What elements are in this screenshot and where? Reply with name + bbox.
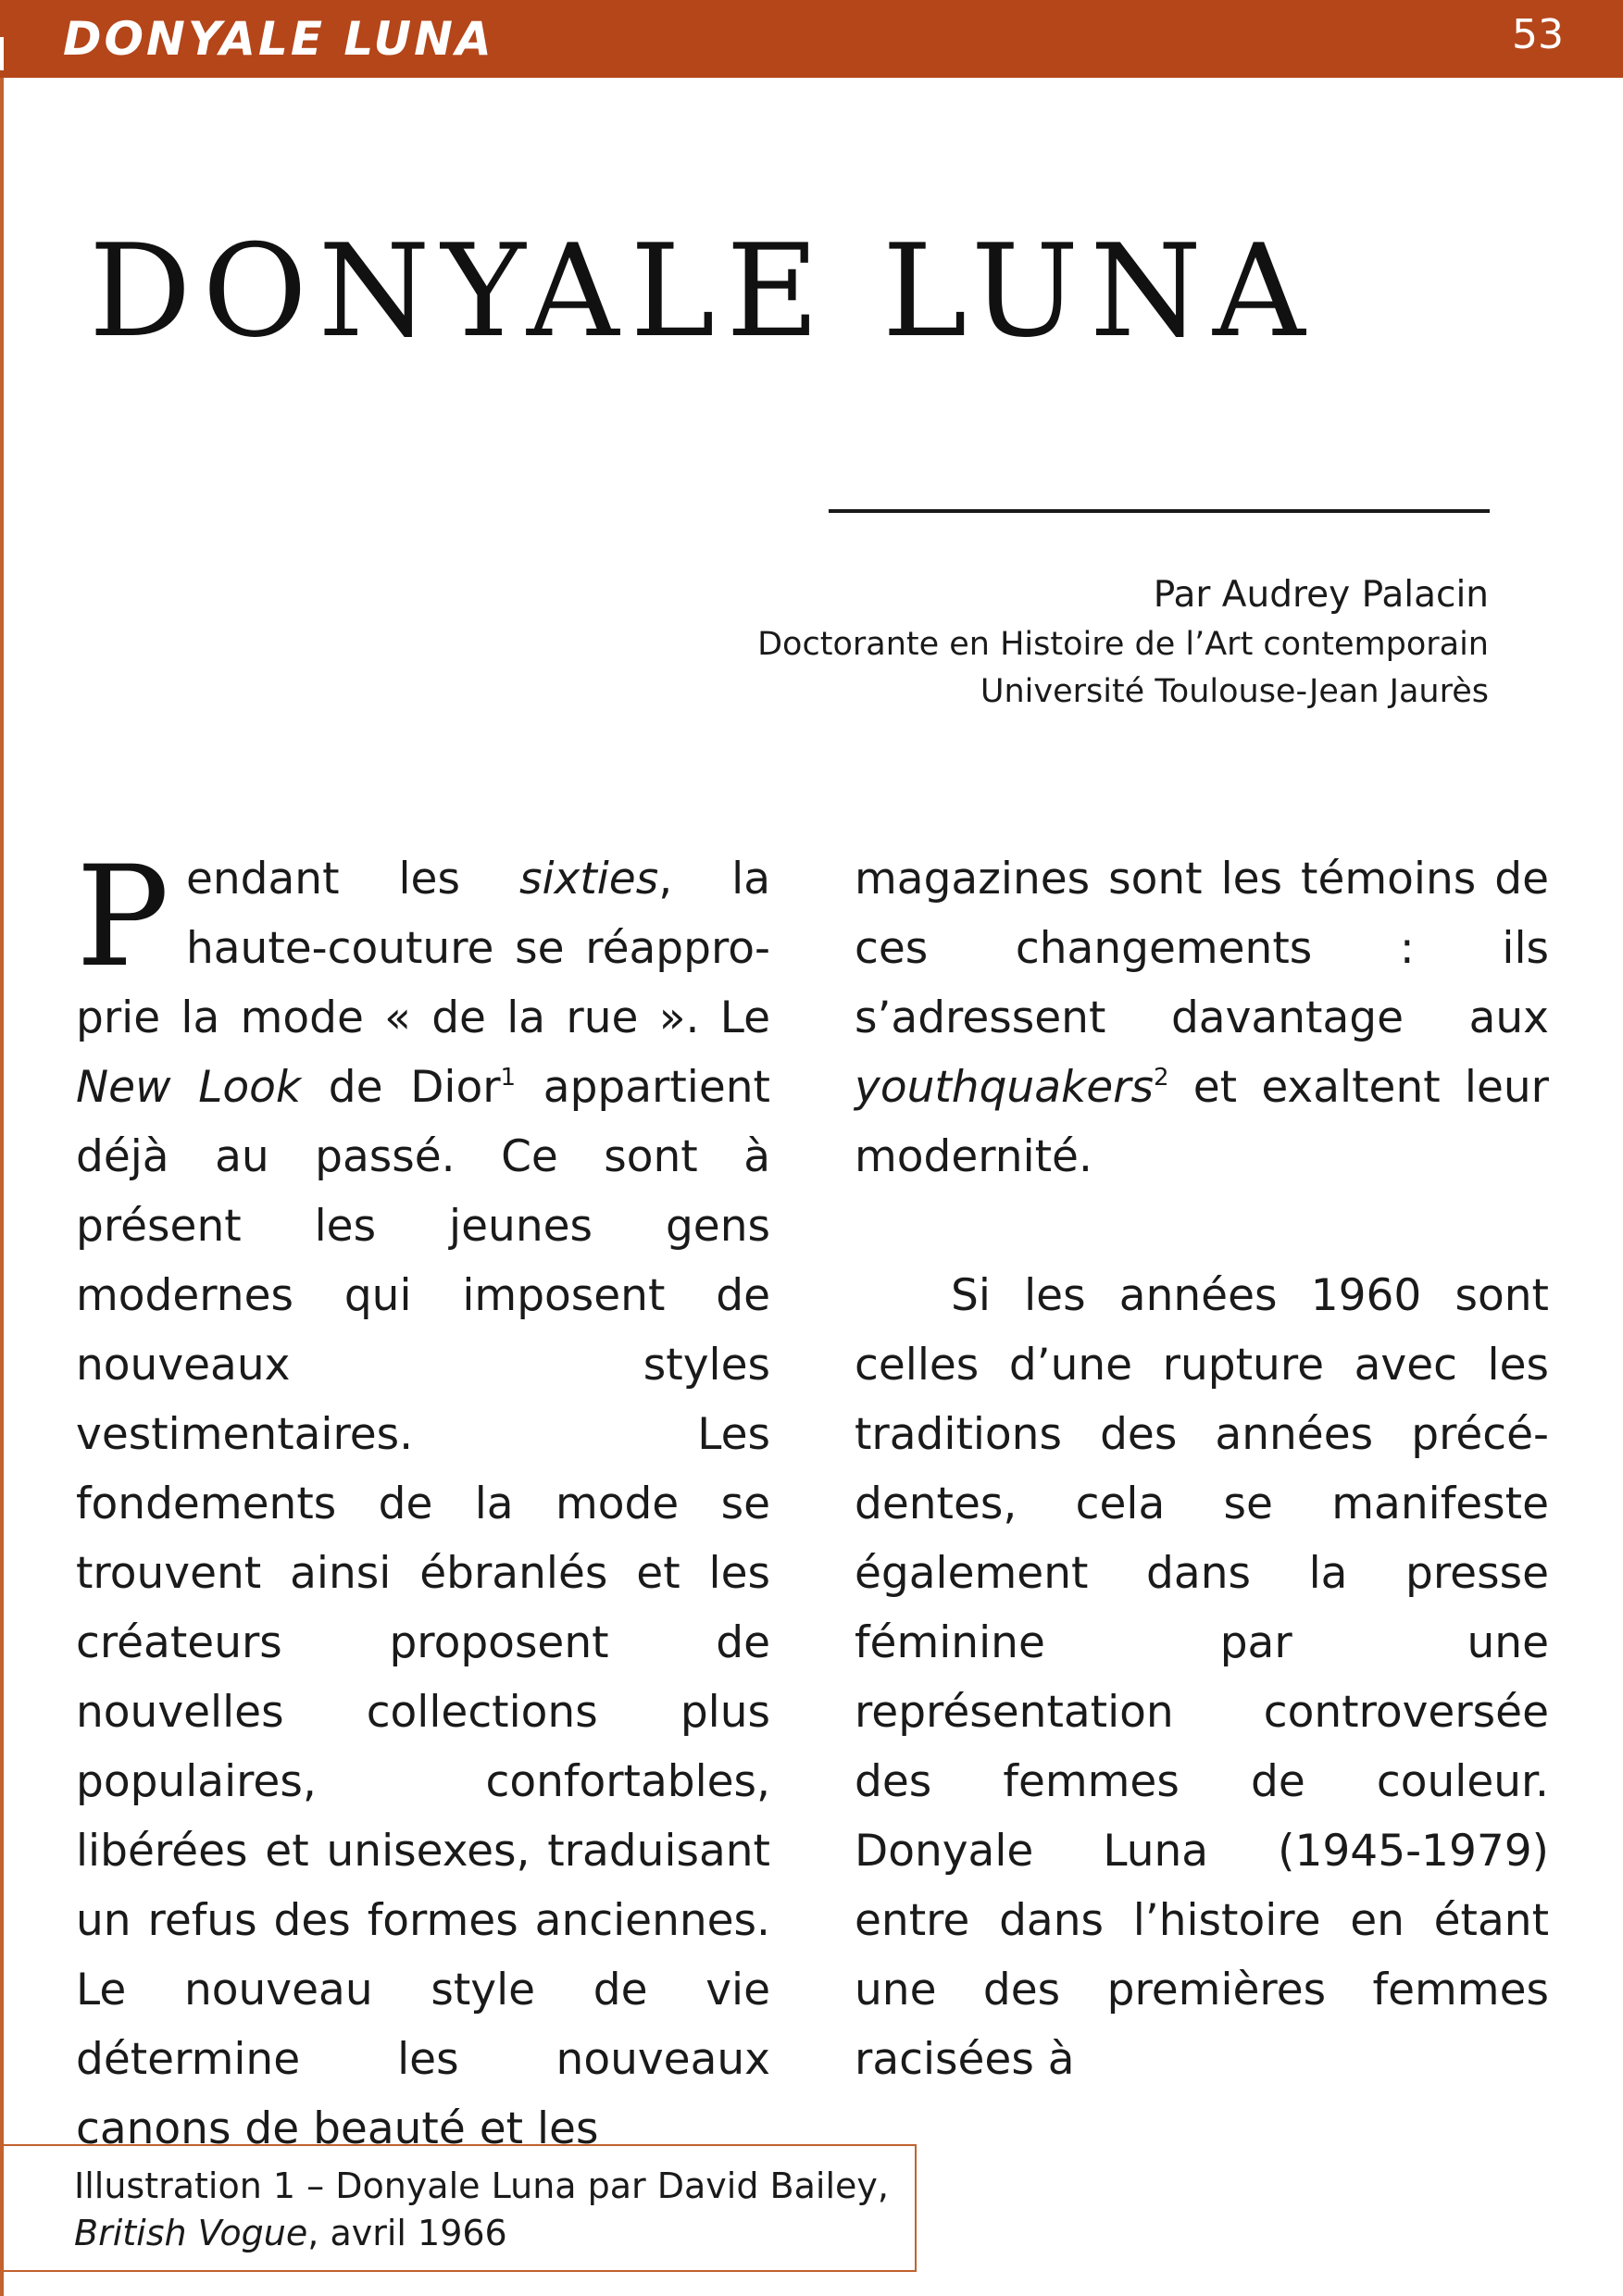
title-divider bbox=[829, 509, 1490, 513]
running-title: DONYALE LUNA bbox=[63, 12, 494, 66]
body-paragraph bbox=[855, 844, 1549, 1192]
footnote-ref[interactable]: 2 bbox=[1153, 1064, 1169, 1092]
body-italic: sixties bbox=[518, 854, 659, 905]
body-text: appartient déjà au passé. Ce sont à présent les jeunes gens modernes qui imposent de nouveaux styles vestimentaires. Les fondements de la mode se trouvent ainsi ébranlés et les créateurs proposent de nouvelles collections plus populaires, confortables, libérées et unisexes, traduisant un refus des formes anciennes. Le nouveau style de vie détermine les nouveaux canons de beauté et les bbox=[76, 1062, 770, 2154]
page-number: 53 bbox=[1512, 11, 1564, 58]
header-tick bbox=[0, 37, 4, 70]
body-column-left bbox=[76, 837, 770, 2164]
byline-role: Doctorante en Histoire de l’Art contemporain bbox=[757, 626, 1489, 663]
caption-italic: British Vogue bbox=[74, 2213, 308, 2253]
body-paragraph bbox=[76, 837, 770, 2164]
byline-institution: Université Toulouse-Jean Jaurès bbox=[980, 673, 1489, 710]
figure-caption bbox=[74, 2163, 889, 2257]
body-text: , la haute-couture se réapproprie la mode « de la rue ». Le bbox=[76, 854, 770, 1043]
caption-line-2 bbox=[74, 2210, 889, 2257]
footnote-ref[interactable]: 1 bbox=[500, 1064, 517, 1092]
byline-author: Par Audrey Palacin bbox=[1153, 574, 1489, 616]
body-column-right bbox=[855, 844, 1549, 2094]
article-title: DONYALE LUNA bbox=[89, 217, 1317, 366]
body-italic: youthquakers bbox=[855, 1062, 1154, 1113]
drop-cap: P bbox=[76, 837, 169, 998]
byline bbox=[757, 569, 1489, 716]
caption-line-1: Illustration 1 – Donyale Luna par David Bailey, bbox=[74, 2165, 889, 2206]
body-text: et exaltent leur modernité. bbox=[855, 1062, 1549, 1182]
body-text: endant les bbox=[185, 854, 519, 905]
body-text: de Dior bbox=[301, 1062, 501, 1113]
caption-text: , avril 1966 bbox=[307, 2213, 507, 2253]
body-italic: New Look bbox=[76, 1062, 302, 1113]
body-paragraph: Si les années 1960 sont celles d’une rupture avec les traditions des années précédentes, cela se manifeste également dans la presse féminine par une représentation controversée des femmes de couleur. Donyale Luna (1945-1979) entre dans l’histoire en étant une des premières femmes racisées à bbox=[855, 1270, 1549, 2085]
left-margin-rule bbox=[0, 78, 4, 2296]
body-text: magazines sont les témoins de ces changements : ils s’adressent davantage aux bbox=[855, 854, 1549, 1043]
